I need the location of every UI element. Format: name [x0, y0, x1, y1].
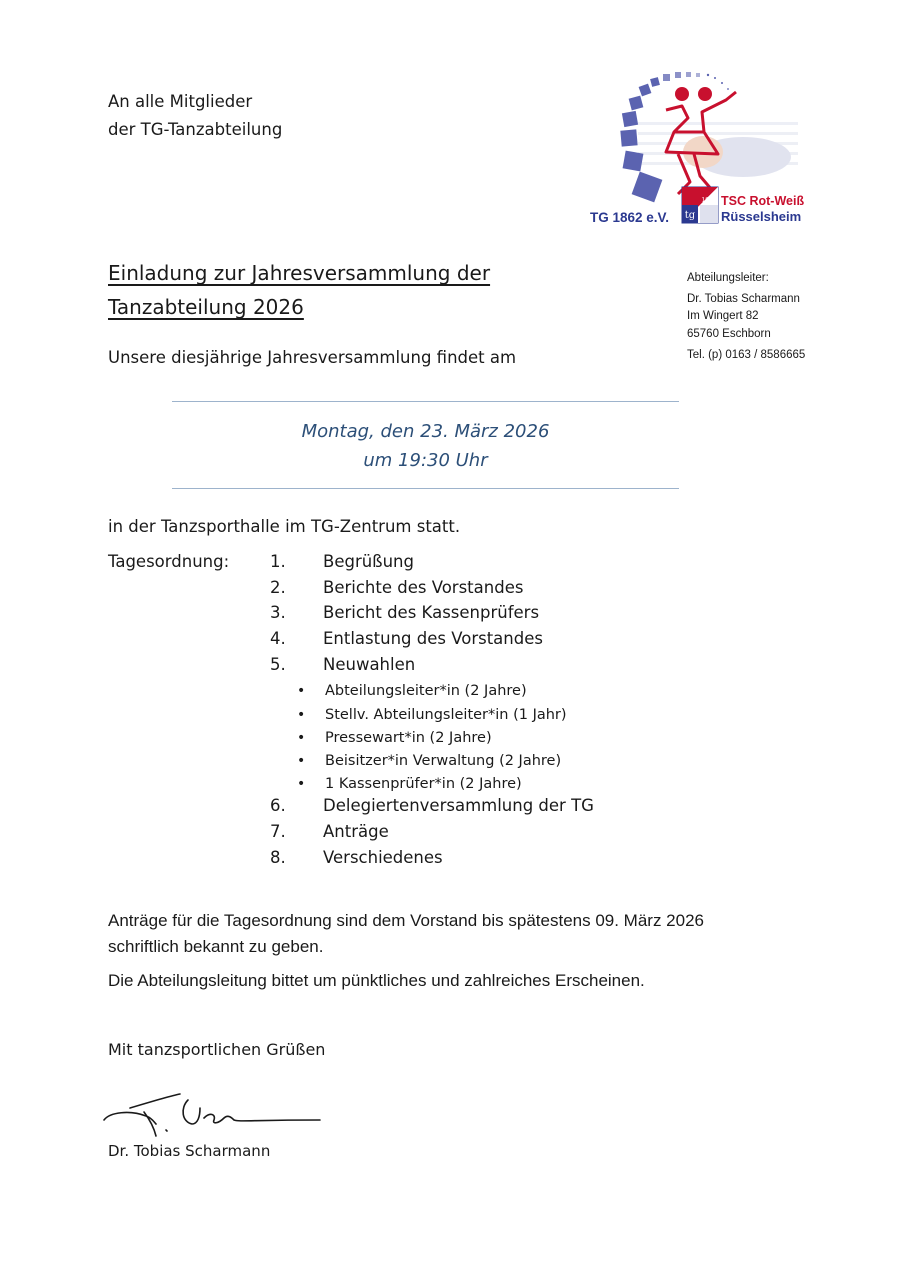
- agenda-number: 1.: [270, 552, 286, 571]
- agenda-list: [270, 552, 594, 873]
- agenda-text: Neuwahlen: [323, 654, 416, 674]
- agenda-text: Berichte des Vorstandes: [323, 577, 524, 597]
- event-time: um 19:30 Uhr: [363, 450, 488, 471]
- agenda-number: 4.: [270, 629, 286, 649]
- agenda-text: Anträge: [323, 822, 389, 842]
- agenda-text: Begrüßung: [323, 552, 414, 571]
- club-logo: [578, 52, 826, 234]
- agenda-number: 8.: [270, 847, 286, 867]
- agenda-item: [270, 796, 594, 822]
- event-date: Montag, den 23. März 2026: [301, 421, 550, 442]
- agenda-text: Verschiedenes: [323, 847, 443, 867]
- intro-text: Unsere diesjährige Jahresversammlung findet am: [108, 348, 517, 367]
- contact-block: [687, 270, 805, 365]
- bullet-icon: •: [297, 683, 306, 700]
- agenda-number: 7.: [270, 822, 286, 842]
- title-line-1: Einladung zur Jahresversammlung der: [108, 261, 491, 285]
- recipient-block: [108, 88, 282, 144]
- venue-text: in der Tanzsporthalle im TG-Zentrum statt.: [108, 517, 461, 536]
- election-text: Beisitzer*in Verwaltung (2 Jahre): [325, 753, 562, 769]
- logo-right-line-1: TSC Rot-Weiß: [721, 194, 805, 208]
- divider-top: [172, 401, 679, 402]
- agenda-item: [270, 629, 594, 655]
- logo-right-line-2: Rüsselsheim: [721, 209, 802, 224]
- agenda-text: Entlastung des Vorstandes: [323, 629, 543, 649]
- agenda-item: [270, 552, 594, 578]
- signer-name: Dr. Tobias Scharmann: [108, 1142, 271, 1160]
- election-text: Stellv. Abteilungsleiter*in (1 Jahr): [325, 706, 567, 723]
- election-item: [270, 773, 594, 796]
- election-text: Pressewart*in (2 Jahre): [325, 729, 492, 746]
- event-box: [172, 417, 679, 475]
- recipient-line-2: der TG-Tanzabteilung: [108, 120, 283, 139]
- election-text: 1 Kassenprüfer*in (2 Jahre): [325, 776, 522, 793]
- page-title: [108, 256, 490, 324]
- agenda-text: Bericht des Kassenprüfers: [323, 603, 540, 623]
- request-paragraph: Die Abteilungsleitung bittet um pünktliches und zahlreiches Erscheinen.: [108, 971, 645, 990]
- contact-heading: Abteilungsleiter:: [687, 272, 769, 284]
- contact-city: 65760 Eschborn: [687, 327, 771, 340]
- club-logo-graphic: [578, 52, 826, 234]
- election-item: [270, 727, 594, 750]
- election-text: Abteilungsleiter*in (2 Jahre): [325, 683, 527, 700]
- contact-street: Im Wingert 82: [687, 310, 759, 323]
- bullet-icon: •: [297, 753, 306, 769]
- badge-letters: tg: [684, 210, 696, 221]
- agenda-item: [270, 655, 594, 681]
- divider-bottom: [172, 488, 679, 489]
- recipient-line-1: An alle Mitglieder: [108, 92, 253, 111]
- election-item: [270, 680, 594, 703]
- election-item: [270, 704, 594, 727]
- election-item: [270, 750, 594, 773]
- agenda-number: 3.: [270, 603, 286, 623]
- badge-year: 1862: [701, 197, 717, 204]
- deadline-line-1: Anträge für die Tagesordnung sind dem Vorstand bis spätestens 09. März 2026: [108, 911, 705, 930]
- logo-left-text: TG 1862 e.V.: [590, 210, 670, 225]
- contact-phone: Tel. (p) 0163 / 8586665: [687, 349, 806, 362]
- agenda-text: Delegiertenversammlung der TG: [323, 796, 594, 816]
- agenda-item: [270, 822, 594, 848]
- title-line-2: Tanzabteilung 2026: [108, 295, 304, 319]
- agenda-label: Tagesordnung:: [108, 552, 230, 571]
- bullet-icon: •: [297, 776, 306, 793]
- agenda-item: [270, 603, 594, 629]
- deadline-paragraph: [108, 908, 704, 960]
- agenda-item: [270, 848, 594, 874]
- bullet-icon: •: [297, 706, 306, 723]
- tg-badge-icon: [682, 187, 718, 223]
- bullet-icon: •: [297, 729, 306, 746]
- agenda-item: [270, 578, 594, 604]
- agenda-number: 5.: [270, 654, 286, 674]
- agenda-number: 2.: [270, 577, 286, 597]
- deadline-line-2: schriftlich bekannt zu geben.: [108, 937, 324, 956]
- contact-name: Dr. Tobias Scharmann: [687, 292, 800, 305]
- closing-greeting: Mit tanzsportlichen Grüßen: [108, 1040, 326, 1059]
- signature-icon: [100, 1088, 330, 1148]
- agenda-number: 6.: [270, 796, 286, 816]
